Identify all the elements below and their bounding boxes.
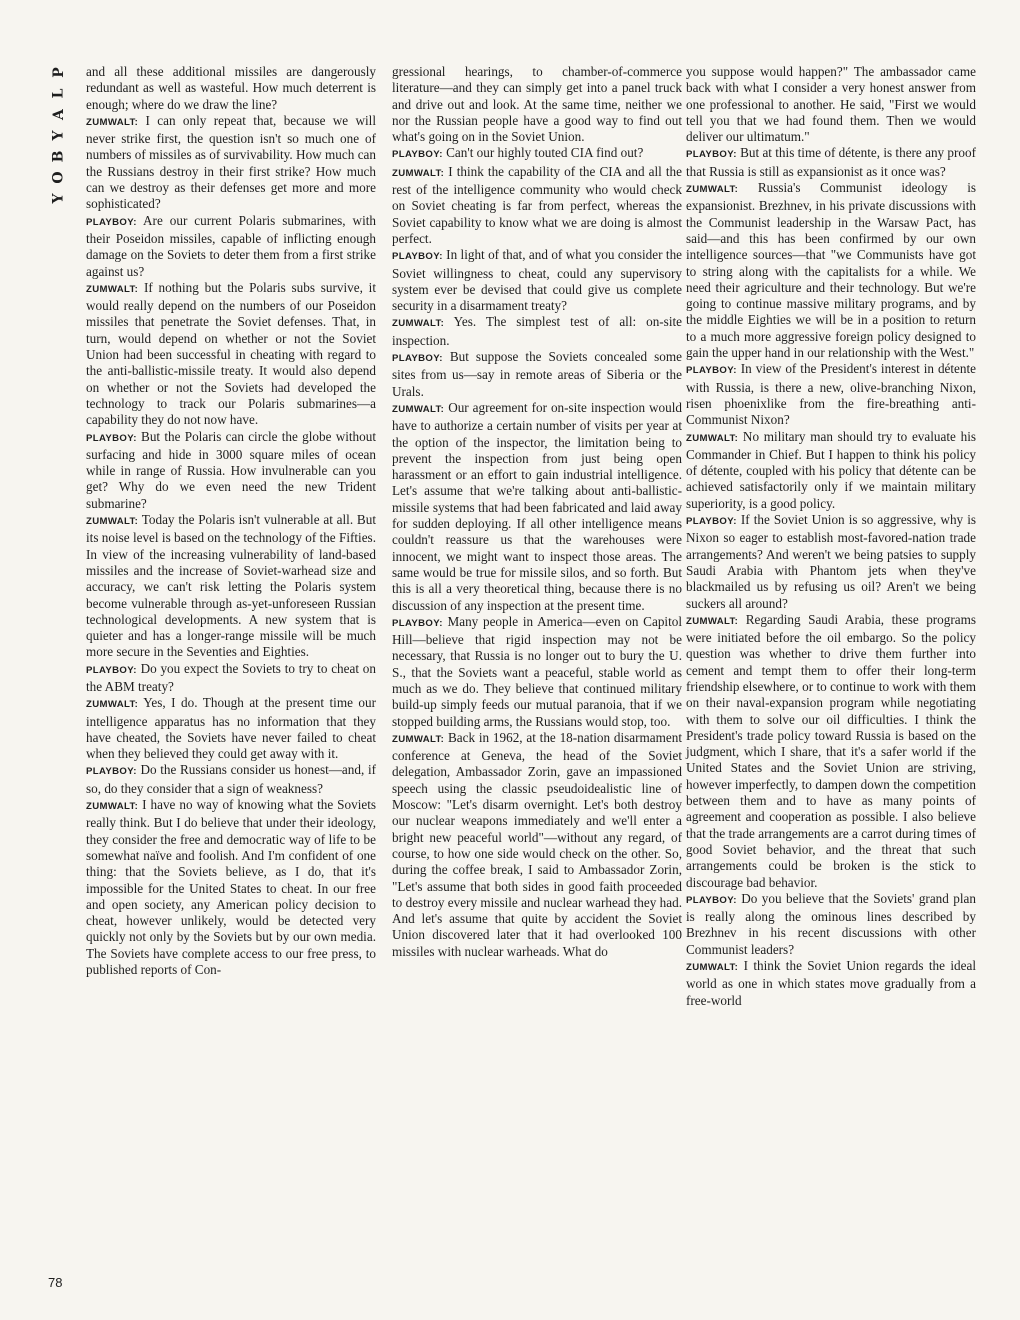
paragraph-text: But suppose the Soviets concealed some sites from us—say in remote areas of Siberia or the Urals. <box>392 349 682 399</box>
speaker-label: PLAYBOY: <box>86 664 137 676</box>
speaker-label: PLAYBOY: <box>86 432 137 444</box>
speaker-label: ZUMWALT: <box>86 699 139 711</box>
speaker-label: ZUMWALT: <box>392 167 445 179</box>
speaker-label: PLAYBOY: <box>86 766 137 778</box>
interview-paragraph <box>86 512 376 661</box>
interview-paragraph <box>392 730 682 960</box>
interview-paragraph <box>86 213 376 280</box>
interview-paragraph <box>392 314 682 349</box>
paragraph-text: Do you expect the Soviets to try to cheat on the ABM treaty? <box>86 660 376 694</box>
masthead-letter: B <box>50 150 67 163</box>
speaker-label: ZUMWALT: <box>86 283 139 295</box>
paragraph-text: No military man should try to evaluate his Commander in Chief. But I happen to think his policy of détente, coupled with his policy that détente can be achieved satisfactorily only if we maintain military superiority, is a good policy. <box>686 428 976 511</box>
interview-paragraph <box>86 661 376 696</box>
paragraph-text: and all these additional missiles are dangerously redundant as well as wasteful. How much deterrent is enough; where do we draw the line? <box>86 64 376 112</box>
masthead-letter: A <box>50 109 67 120</box>
speaker-label: PLAYBOY: <box>392 617 443 629</box>
paragraph-text: I have no way of knowing what the Soviets really think. But I do believe that under their ideology, they consider the free and democratic way of life to be somewhat naïve and foolish. And I'm confident of one thing: that the Soviets believe, as I do, that it's impossible for the United States to cheat. In our free and open society, any American policy decision to cheat, however unlikely, would be detected very quickly not only by the Soviets but by our own media. The Soviets have complete access to our free press, to published reports of Con- <box>86 797 377 978</box>
paragraph-text: Yes, I do. Though at the present time our intelligence apparatus has no information that they have cheated, the Soviets have never failed to cheat when they believed they could get away with it. <box>86 695 377 762</box>
paragraph-text: But at this time of détente, is there any proof that Russia is still as expansionist as it once was? <box>686 145 976 179</box>
speaker-label: ZUMWALT: <box>686 615 739 627</box>
paragraph-text: In view of the President's interest in détente with Russia, is there a new, olive-branching Nixon, risen phoenixlike from the fire-breathing anti-Communist Nixon? <box>686 361 977 428</box>
magazine-masthead <box>48 62 78 209</box>
speaker-label: PLAYBOY: <box>686 894 737 906</box>
interview-paragraph <box>392 349 682 400</box>
interview-paragraph <box>686 429 976 512</box>
paragraph-text: I think the capability of the CIA and all the rest of the intelligence community who would check on Soviet cheating is far from perfect, whereas the Soviet capability to know what we are doing is almost perfect. <box>392 163 682 246</box>
page-number: 78 <box>48 1275 63 1290</box>
masthead-letter: Y <box>50 130 67 141</box>
interview-paragraph <box>686 361 976 428</box>
interview-paragraph <box>86 797 376 978</box>
interview-paragraph <box>686 891 976 958</box>
masthead-letter: L <box>50 88 67 99</box>
paragraph-text: If the Soviet Union is so aggressive, why is Nixon so eager to establish most-favored-nation trade arrangements? And weren't we being patsies to supply Saudi Arabia with Phantom jets when they've blackmailed us by refusing us oil? Aren't we being suckers all around? <box>686 512 976 611</box>
paragraph-text: Our agreement for on-site inspection would have to authorize a certain number of visits per year at the option of the inspector, the limitation being to prevent the inspection from just being open harassment or an effort to gain industrial intelligence. Let's assume that we're talking about anti-ballistic-missile systems that had been fabricated and laid away for sudden deploying. If all other intelligence means couldn't reassure us that the warehouses were innocent, we might want to inspect those areas. The same would be true for missile silos, and so forth. But this is all a very theoretical thing, because there is no discussion of any inspection at the present time. <box>392 399 683 613</box>
speaker-label: ZUMWALT: <box>686 962 739 974</box>
interview-paragraph <box>392 164 682 247</box>
interview-paragraph <box>86 429 376 512</box>
paragraph-text: Russia's Communist ideology is expansionist. Brezhnev, in his private discussions with the Communist leadership in the Warsaw Pact, has said—and this has been confirmed by our own intelligence sources—that "we Communists have got to string along with the capitalists for a while. We need their agriculture and their technology. But we're going to continue massive military programs, and by the middle Eighties we will be in a position to return to a much more aggressive foreign policy designed to gain the upper hand in our relationship with the West." <box>686 180 976 361</box>
speaker-label: PLAYBOY: <box>392 149 443 161</box>
speaker-label: ZUMWALT: <box>392 403 445 415</box>
paragraph-text: In light of that, and of what you consider the Soviet willingness to cheat, could any supervisory system ever be devised that could give us complete security in a disarmament treaty? <box>392 247 683 314</box>
speaker-label: PLAYBOY: <box>86 216 137 228</box>
masthead-letter: Y <box>50 193 67 204</box>
text-column-2 <box>392 64 682 960</box>
interview-paragraph <box>86 280 376 429</box>
interview-paragraph <box>86 64 376 113</box>
paragraph-text: Many people in America—even on Capitol Hill—believe that rigid inspection may not be necessary, that Russia is no longer out to bury the U. S., that the Soviets want a peaceful, stable world as much as we do. They believe that continued military build-up simply feeds our mutual paranoia, that if we stopped building arms, the Russians would stop, too. <box>392 613 682 729</box>
paragraph-text: I can only repeat that, because we will never strike first, the question isn't so much one of numbers of missiles as of survivability. How much can the Russians destroy in their first strike? How much can we destroy as their defenses get more and more sophisticated? <box>86 112 377 212</box>
paragraph-text: If nothing but the Polaris subs survive, it would really depend on the numbers of our Poseidon missiles that penetrate the Soviet defenses. That, in turn, would depend on whether or not the Soviet Union had been successful in cheating with regard to the anti-ballistic-missile treaty. It would also depend on whether or not the Soviets had developed the technology to track our Polaris submarines—a capability they do not now have. <box>86 279 376 428</box>
paragraph-text: Do the Russians consider us honest—and, if so, do they consider that a sign of weakness? <box>86 762 376 796</box>
interview-paragraph <box>392 400 682 614</box>
interview-paragraph <box>392 145 682 163</box>
interview-paragraph <box>86 113 376 213</box>
speaker-label: ZUMWALT: <box>686 432 739 444</box>
paragraph-text: gressional hearings, to chamber-of-commerce literature—and they can simply get into a panel truck and drive out and look. At the same time, neither we nor the Russian people have a good way to find out what's going on in the Soviet Union. <box>392 64 682 145</box>
interview-paragraph <box>686 180 976 361</box>
paragraph-text: I think the Soviet Union regards the ideal world as one in which states move gradually from a free-world <box>686 958 976 1008</box>
paragraph-text: Do you believe that the Soviets' grand plan is really along the ominous lines described by Brezhnev in his recent discussions with other Communist leaders? <box>686 890 977 957</box>
interview-paragraph <box>86 762 376 797</box>
text-column-1 <box>86 64 376 978</box>
speaker-label: PLAYBOY: <box>686 149 737 161</box>
paragraph-text: Are our current Polaris submarines, with their Poseidon missiles, capable of inflicting enough damage on the Soviets to deter them from a first strike against us? <box>86 212 376 279</box>
paragraph-text: Back in 1962, at the 18-nation disarmament conference at Geneva, the head of the Soviet delegation, Ambassador Zorin, gave an impassioned speech using the classic pseudoidealistic line of Moscow: "Let's disarm overnight. Let's both destroy our nuclear weapons immediately and we'll enter a bright new peaceful world"—without any regard, of course, to how one side would check on the other. So, during the coffee break, I said to Ambassador Zorin, "Let's assume that both sides in good faith proceeded to destroy every missile and nuclear warhead they had. And let's assume that quite by accident the Soviet Union discovered later that it had overlooked 100 missiles with nuclear warheads. What do <box>392 729 683 959</box>
interview-paragraph <box>686 612 976 891</box>
interview-paragraph <box>686 512 976 612</box>
interview-paragraph <box>86 695 376 762</box>
interview-paragraph <box>686 145 976 180</box>
speaker-label: ZUMWALT: <box>392 733 445 745</box>
paragraph-text: Can't our highly touted CIA find out? <box>446 145 644 161</box>
text-column-3 <box>686 64 976 1009</box>
masthead-letter: O <box>50 171 67 184</box>
paragraph-text: Yes. The simplest test of all: on-site inspection. <box>392 314 682 348</box>
paragraph-text: you suppose would happen?" The ambassador came back with what I consider a very honest answer from one professional to another. He said, "First we would tell you that we had found them. Then we would deliver our ultimatum." <box>686 64 976 145</box>
masthead-letter: P <box>50 67 67 78</box>
speaker-label: PLAYBOY: <box>686 365 737 377</box>
interview-paragraph <box>392 247 682 314</box>
paragraph-text: But the Polaris can circle the globe without surfacing and hide in 3000 square miles of ocean while in range of Russia. How invulnerable can you get? Why do we even need the new Trident submarine? <box>86 428 376 511</box>
speaker-label: PLAYBOY: <box>392 353 443 365</box>
speaker-label: PLAYBOY: <box>686 516 737 528</box>
paragraph-text: Today the Polaris isn't vulnerable at all. But its noise level is based on the technology of the Fifties. In view of the increasing vulnerability of land-based missiles and the increase of Soviet-warhead size and accuracy, we can't risk letting the Polaris system become vulnerable through as-yet-unforeseen Russian technological developments. A new system that is quieter and has a longer-range missile will be much more secure in the Seventies and Eighties. <box>86 512 376 660</box>
speaker-label: ZUMWALT: <box>86 801 139 813</box>
paragraph-text: Regarding Saudi Arabia, these programs were initiated before the oil embargo. So the policy question was whether to drive them further into cement and tempt them to offer their long-term friendship elsewhere, or to continue to work with them on their naval-expansion program while negotiating with them to solve our oil difficulties. I think the President's trade policy toward Russia is based on the judgment, which I share, that it's a safer world if the United States and the Soviet Union are striving, however imperfectly, to dampen down the competition between them and to have as many points of agreement and cooperation as possible. I also believe that the trade arrangements are a carrot during times of good Soviet behavior, and the threat that such arrangements could be broken is the stick to discourage bad behavior. <box>686 611 976 890</box>
speaker-label: ZUMWALT: <box>86 516 139 528</box>
interview-paragraph <box>686 64 976 145</box>
interview-paragraph <box>392 64 682 145</box>
speaker-label: ZUMWALT: <box>86 116 139 128</box>
speaker-label: ZUMWALT: <box>686 184 739 196</box>
interview-paragraph <box>686 958 976 1009</box>
speaker-label: ZUMWALT: <box>392 318 445 330</box>
interview-paragraph <box>392 614 682 730</box>
speaker-label: PLAYBOY: <box>392 251 443 263</box>
